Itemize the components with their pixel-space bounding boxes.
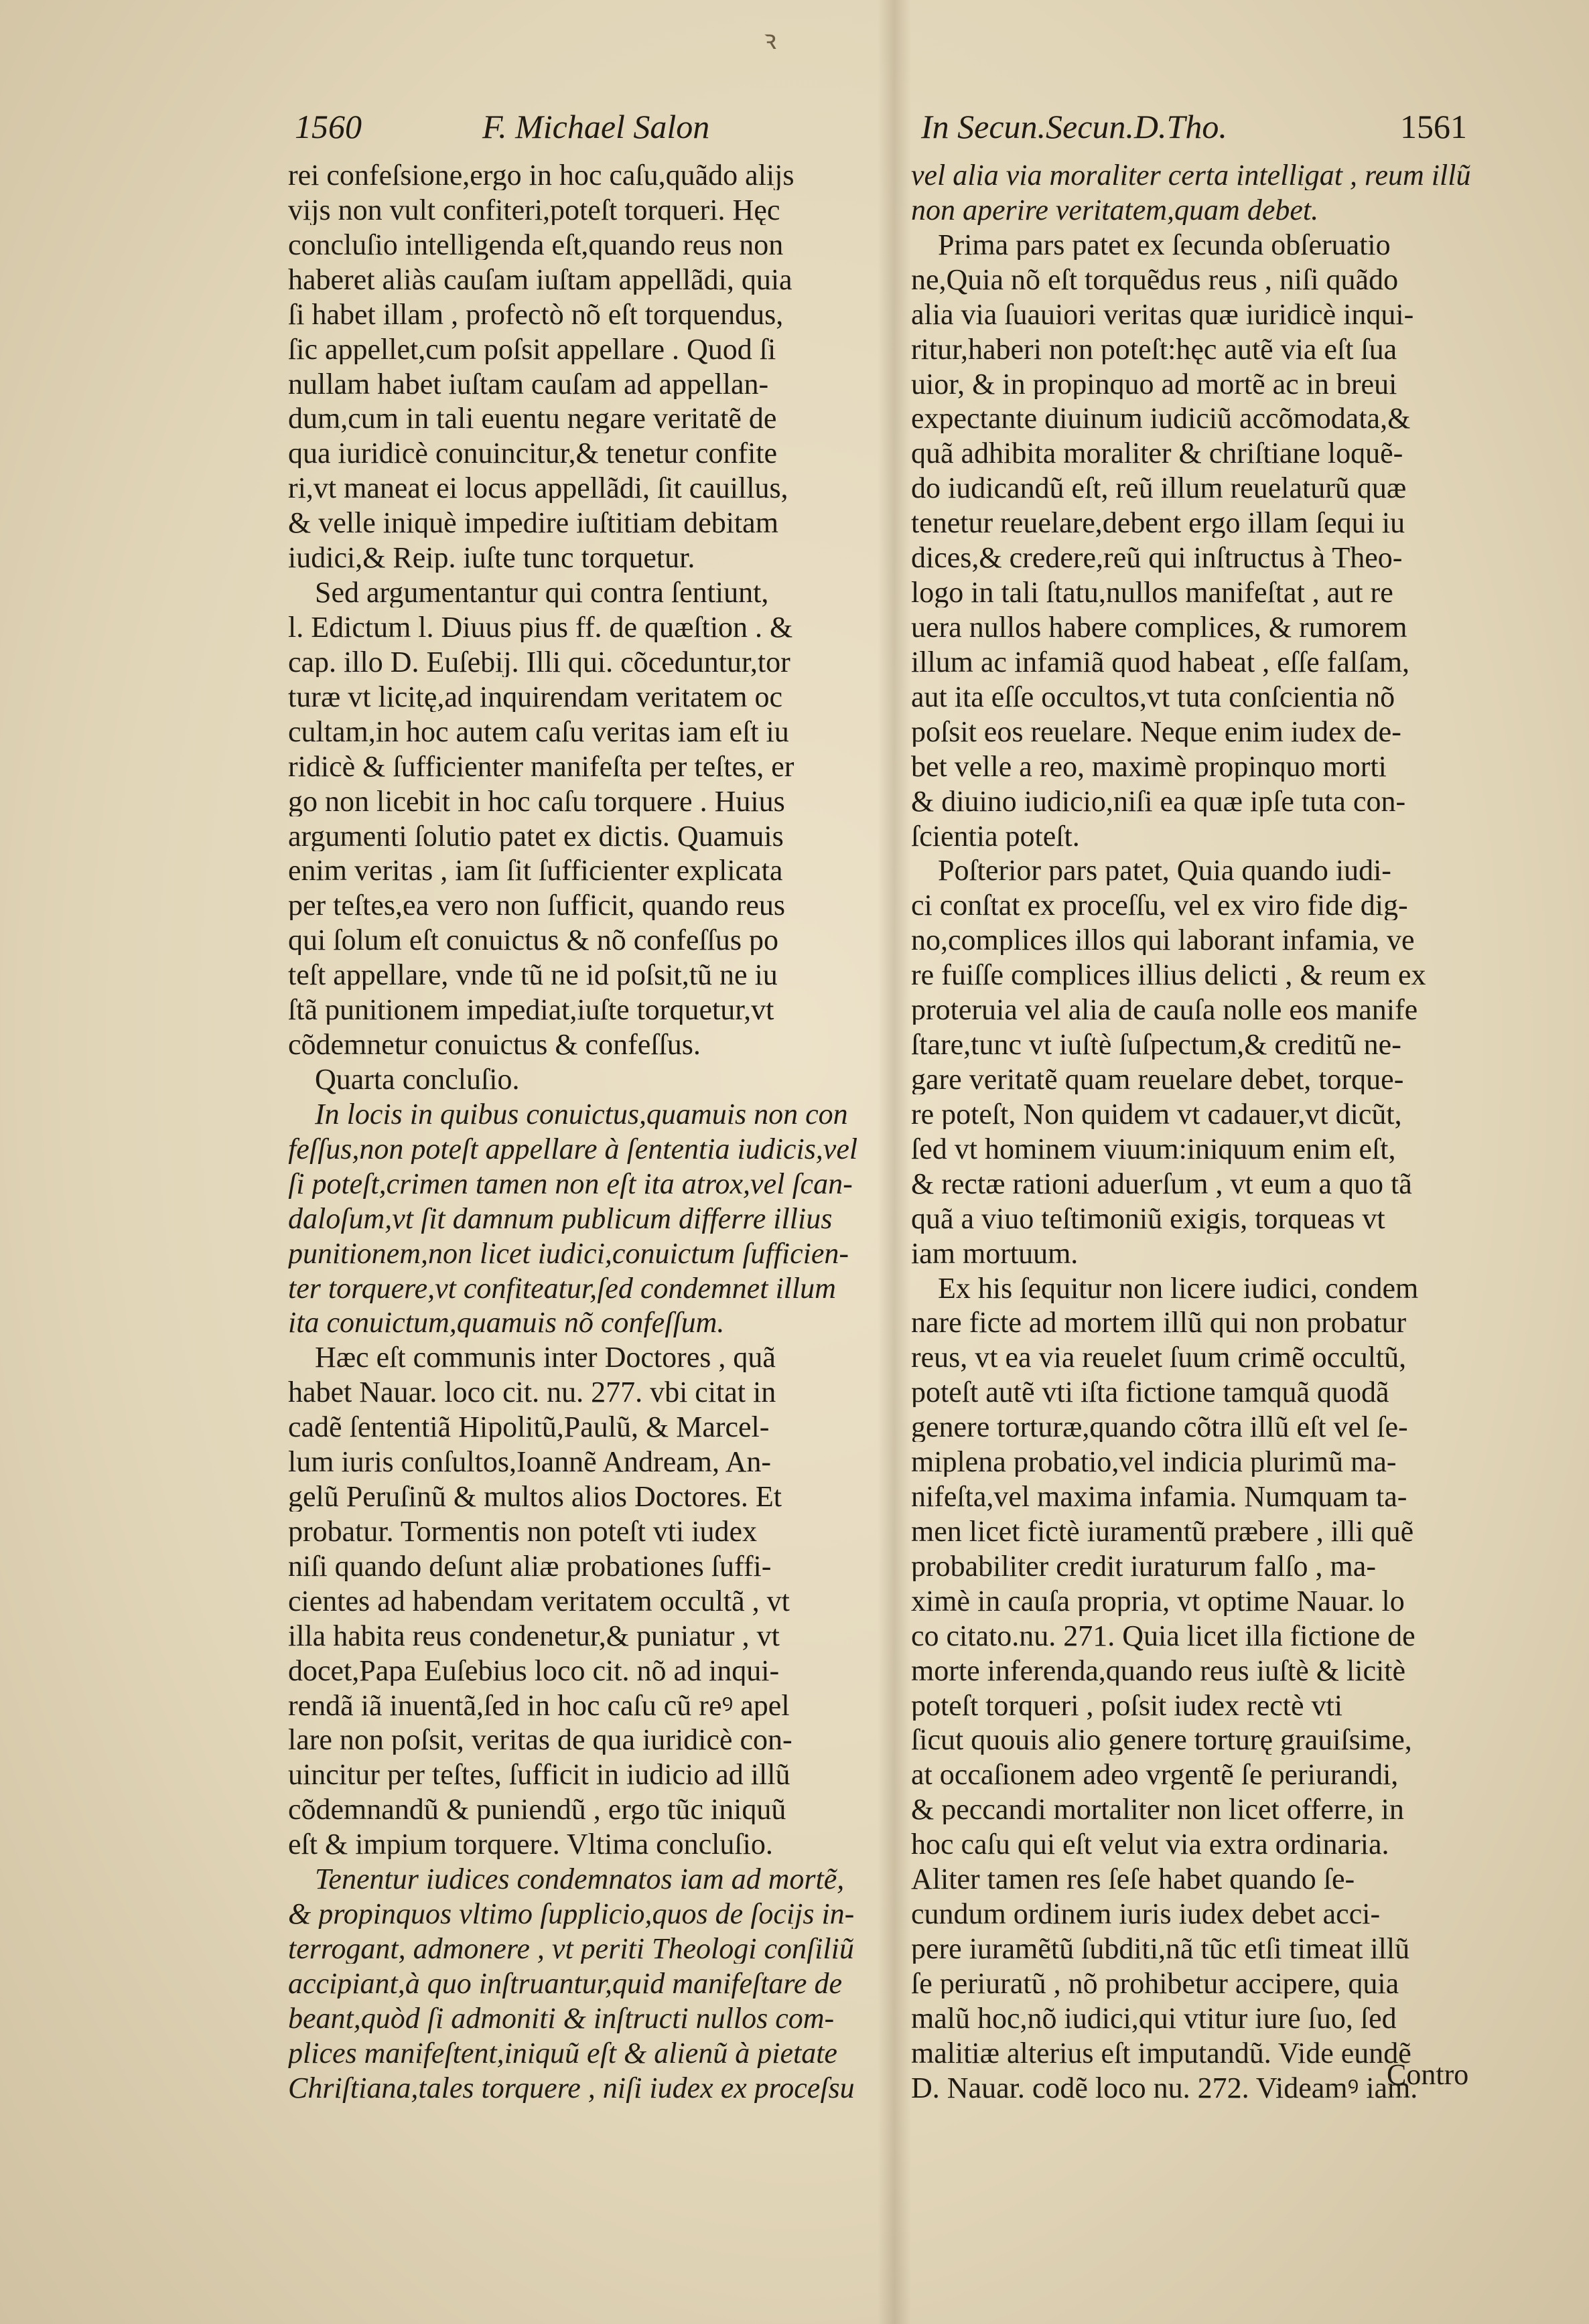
text-line: re poteſt, Non quidem vt cadauer,vt dicũt, xyxy=(911,1099,1402,1129)
text-line: terrogant, admonere , vt periti Theologi conſiliũ xyxy=(288,1934,854,1964)
text-line: ne,Quia nõ eſt torquẽdus reus , niſi quãdo xyxy=(911,265,1399,295)
left-running-title: F. Michael Salon xyxy=(482,108,710,145)
text-line: no,complices illos qui laborant infamia, ve xyxy=(911,926,1415,956)
text-line: malũ hoc,nõ iudici,qui vtitur iure ſuo, ſed xyxy=(911,2003,1397,2033)
text-line: dices,& credere,reũ qui inſtructus à Theo- xyxy=(911,543,1403,573)
text-line: argumenti ſolutio patet ex dictis. Quamuis xyxy=(288,821,784,851)
text-line: ter torquere,vt confiteatur,ſed condemnet illum xyxy=(288,1273,836,1303)
text-line: In locis in quibus conuictus,quamuis non con xyxy=(315,1099,848,1129)
text-line: ximè in cauſa propria, vt optime Nauar. lo xyxy=(911,1586,1405,1616)
text-line: poteſt autẽ vti iſta fictione tamquã quodã xyxy=(911,1378,1389,1408)
text-line: ſe periuratũ , nõ prohibetur accipere, quia xyxy=(911,1968,1399,1999)
text-line: cõdemnandũ & puniendũ , ergo tũc iniquũ xyxy=(288,1795,786,1825)
text-line: Quarta concluſio. xyxy=(315,1064,520,1094)
text-line: quã a viuo teſtimoniũ exigis, torqueas vt xyxy=(911,1204,1385,1234)
text-line: uincitur per teſtes, ſufficit in iudicio ad illũ xyxy=(288,1760,790,1790)
text-line: cultam,in hoc autem caſu veritas iam eſt iu xyxy=(288,717,789,747)
text-line: uera nullos habere complices, & rumorem xyxy=(911,612,1407,642)
text-line: ritur,haberi non poteſt:hęc autẽ via eſt ſua xyxy=(911,334,1397,364)
text-line: & propinquos vltimo ſupplicio,quos de ſocijs in- xyxy=(288,1899,855,1930)
text-line: docet,Papa Euſebius loco cit. nõ ad inqui- xyxy=(288,1656,780,1686)
text-line: gelũ Peruſinũ & multos alios Doctores. Et xyxy=(288,1482,782,1512)
text-line: Poſterior pars patet, Quia quando iudi- xyxy=(938,856,1391,886)
text-line: feſſus,non poteſt appellare à ſententia iudicis,vel xyxy=(288,1134,858,1164)
text-line: Aliter tamen res ſeſe habet quando ſe- xyxy=(911,1865,1355,1895)
text-line: qua iuridicè conuincitur,& tenetur confite xyxy=(288,439,778,469)
text-line: tenetur reuelare,debent ergo illam ſequi iu xyxy=(911,508,1405,538)
text-line: cientes ad habendam veritatem occultã , vt xyxy=(288,1586,790,1616)
text-line: vel alia via moraliter certa intelligat , reum illũ xyxy=(911,161,1471,190)
text-line: aut ita eſſe occultos,vt tuta conſcientia nõ xyxy=(911,682,1395,712)
text-line: reus, vt ea via reuelet ſuum crimẽ occultũ, xyxy=(911,1343,1407,1373)
text-line: lum iuris conſultos,Ioannẽ Andream, An- xyxy=(288,1447,771,1477)
text-line: cõdemnetur conuictus & confeſſus. xyxy=(288,1030,701,1060)
text-line: ci conſtat ex proceſſu, vel ex viro fide dig- xyxy=(911,891,1408,921)
text-line: lare non poſsit, veritas de qua iuridicè con- xyxy=(288,1725,792,1755)
text-line: ſic appellet,cum poſsit appellare . Quod ſi xyxy=(288,334,776,364)
text-line: Ex his ſequitur non licere iudici, condem xyxy=(938,1273,1419,1303)
text-line: cap. illo D. Euſebij. Illi qui. cõceduntur,tor xyxy=(288,647,790,677)
text-line: genere torturæ,quando cõtra illũ eſt vel ſe- xyxy=(911,1412,1408,1443)
text-line: poſsit eos reuelare. Neque enim iudex de- xyxy=(911,717,1401,747)
text-line: re fuiſſe complices illius delicti , & reum ex xyxy=(911,960,1426,991)
text-line: alia via ſuauiori veritas quæ iuridicè inqui- xyxy=(911,299,1414,330)
page-gutter xyxy=(878,0,911,2324)
text-line: illa habita reus condenetur,& puniatur , vt xyxy=(288,1621,780,1651)
text-line: punitionem,non licet iudici,conuictum ſufficien- xyxy=(288,1238,849,1268)
text-line: & velle iniquè impedire iuſtitiam debitam xyxy=(288,508,778,538)
text-line: beant,quòd ſi admoniti & inſtructi nullos com- xyxy=(288,2003,835,2033)
text-line: illum ac infamiã quod habeat , eſſe falſam, xyxy=(911,647,1410,677)
text-line: morte inferenda,quando reus iuſtè & licitè xyxy=(911,1656,1405,1686)
text-line: qui ſolum eſt conuictus & nõ confeſſus po xyxy=(288,926,779,956)
right-page-number: 1561 xyxy=(1400,108,1467,145)
text-line: logo in tali ſtatu,nullos manifeſtat , aut re xyxy=(911,578,1393,608)
text-line: iam mortuum. xyxy=(911,1238,1079,1268)
text-line: & peccandi mortaliter non licet offerre, in xyxy=(911,1795,1404,1825)
text-line: accipiant,à quo inſtruantur,quid manifeſtare de xyxy=(288,1968,842,1999)
text-line: cadẽ ſententiã Hipolitũ,Paulũ, & Marcel- xyxy=(288,1412,770,1443)
text-line: at occaſionem adeo vrgentẽ ſe periurandi, xyxy=(911,1760,1399,1790)
text-line: haberet aliàs cauſam iuſtam appellãdi, quia xyxy=(288,265,792,295)
text-line: rei confeſsione,ergo in hoc caſu,quãdo alijs xyxy=(288,161,794,190)
text-line: enim veritas , iam ſit ſufficienter explicata xyxy=(288,856,783,886)
right-text-column xyxy=(911,161,1487,2103)
text-line: plices manifeſtent,iniquũ eſt & alienũ à pietate xyxy=(288,2038,837,2068)
text-line: iudici,& Reip. iuſte tunc torquetur. xyxy=(288,543,695,573)
text-line: nifeſta,vel maxima infamia. Numquam ta- xyxy=(911,1482,1407,1512)
text-line: nare ficte ad mortem illũ qui non probatur xyxy=(911,1308,1407,1338)
text-line: niſi quando deſunt aliæ probationes ſuffi- xyxy=(288,1551,772,1581)
text-line: Prima pars patet ex ſecunda obſeruatio xyxy=(938,230,1391,260)
text-line: ſcientia poteſt. xyxy=(911,821,1080,851)
text-line: pere iuramẽtũ ſubditi,nã tũc etſi timeat illũ xyxy=(911,1934,1410,1964)
text-line: co citato.nu. 271. Quia licet illa fictione de xyxy=(911,1621,1415,1651)
text-line: proteruia vel alia de cauſa nolle eos manife xyxy=(911,995,1418,1025)
text-line: ſi poteſt,crimen tamen non eſt ita atrox,vel ſcan- xyxy=(288,1169,853,1199)
text-line: bet velle a reo, maximè propinquo morti xyxy=(911,751,1387,782)
text-line: expectante diuinum iudiciũ accõmodata,& xyxy=(911,404,1411,434)
text-line: vijs non vult confiteri,poteſt torqueri. Hęc xyxy=(288,195,780,225)
text-line: hoc caſu qui eſt velut via extra ordinaria. xyxy=(911,1830,1389,1860)
text-line: l. Edictum l. Diuus pius ff. de quæſtion . & xyxy=(288,612,793,642)
text-line: ſed vt hominem viuum:iniquum enim eſt, xyxy=(911,1134,1396,1164)
right-running-title: In Secun.Secun.D.Tho. xyxy=(921,108,1227,145)
text-line: Sed argumentantur qui contra ſentiunt, xyxy=(315,578,769,608)
text-line: concluſio intelligenda eſt,quando reus non xyxy=(288,230,784,260)
text-line: turæ vt licitę,ad inquirendam veritatem oc xyxy=(288,682,782,712)
text-line: poteſt torqueri , poſsit iudex rectè vti xyxy=(911,1690,1342,1721)
text-line: Hæc eſt communis inter Doctores , quã xyxy=(315,1343,776,1373)
text-line: uior, & in propinquo ad mortẽ ac in breui xyxy=(911,369,1397,399)
text-line: go non licebit in hoc caſu torquere . Huius xyxy=(288,786,785,816)
text-line: non aperire veritatem,quam debet. xyxy=(911,195,1319,225)
text-line: & rectæ rationi aduerſum , vt eum a quo tã xyxy=(911,1169,1412,1199)
text-line: teſt appellare, vnde tũ ne id poſsit,tũ ne iu xyxy=(288,960,778,991)
text-line: ſtare,tunc vt iuſtè ſuſpectum,& creditũ ne- xyxy=(911,1030,1401,1060)
text-line: ſtã punitionem impediat,iuſte torquetur,vt xyxy=(288,995,774,1025)
text-line: Chriſtiana,tales torquere , niſi iudex ex proceſsu xyxy=(288,2073,855,2103)
text-line: malitiæ alterius eſt imputandũ. Vide eundẽ xyxy=(911,2038,1411,2068)
text-line: rendã iã inuentã,ſed in hoc caſu cũ reꝰ apel xyxy=(288,1690,790,1721)
text-line: do iudicandũ eſt, reũ illum reuelaturũ quæ xyxy=(911,474,1407,504)
text-line: ſi habet illam , profectò nõ eſt torquendus, xyxy=(288,299,784,330)
text-line: men licet fictè iuramentũ præbere , illi quẽ xyxy=(911,1516,1414,1546)
text-line: per teſtes,ea vero non ſufficit, quando reus xyxy=(288,891,786,921)
text-line: ri,vt maneat ei locus appellãdi, ſit cauillus, xyxy=(288,474,788,504)
text-line: quã adhibita moraliter & chriſtiane loquẽ- xyxy=(911,439,1403,469)
text-line: ſicut quouis alio genere torturę grauiſsime, xyxy=(911,1725,1412,1755)
text-line: probatur. Tormentis non poteſt vti iudex xyxy=(288,1516,758,1546)
text-line: eſt & impium torquere. Vltima concluſio. xyxy=(288,1830,773,1860)
text-line: D. Nauar. codẽ loco nu. 272. Videamꝰ iam. xyxy=(911,2073,1418,2103)
text-line: dum,cum in tali euentu negare veritatẽ de xyxy=(288,404,777,434)
text-line: habet Nauar. loco cit. nu. 277. vbi citat in xyxy=(288,1378,776,1408)
text-line: nullam habet iuſtam cauſam ad appellan- xyxy=(288,369,769,399)
text-line: & diuino iudicio,niſi ea quæ ipſe tuta con- xyxy=(911,786,1406,816)
text-line: probabiliter credit iuraturum falſo , ma- xyxy=(911,1551,1376,1581)
text-line: miplena probatio,vel indicia plurimũ ma- xyxy=(911,1447,1397,1477)
text-line: Tenentur iudices condemnatos iam ad mortẽ, xyxy=(315,1865,845,1895)
left-page-number: 1560 xyxy=(295,108,362,145)
top-marks: ꝛ xyxy=(764,25,776,56)
left-text-column xyxy=(288,161,871,2103)
text-line: daloſum,vt ſit damnum publicum differre illius xyxy=(288,1204,833,1234)
text-line: gare veritatẽ quam reuelare debet, torque- xyxy=(911,1064,1404,1094)
text-line: ita conuictum,quamuis nõ confeſſum. xyxy=(288,1308,725,1338)
text-line: ridicè & ſufficienter manifeſta per teſtes, er xyxy=(288,751,794,782)
text-line: cundum ordinem iuris iudex debet acci- xyxy=(911,1899,1381,1930)
catchword: Contro xyxy=(1387,2058,1469,2091)
